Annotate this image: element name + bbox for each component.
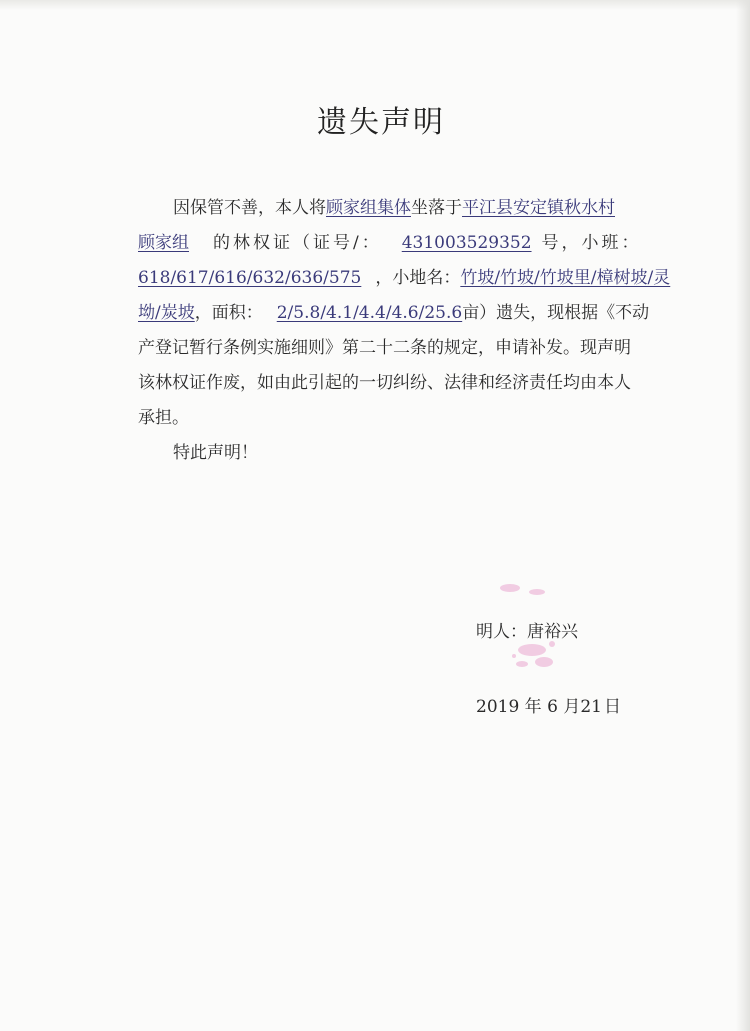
body-line-1 bbox=[138, 191, 638, 226]
owner-field: 顾家组集体 bbox=[326, 198, 411, 218]
statement-body bbox=[138, 191, 671, 471]
date-year: 2019 bbox=[476, 697, 520, 717]
body-text-segment: 坐落于 bbox=[411, 198, 462, 218]
date-year-unit: 年 bbox=[524, 697, 542, 717]
declarant-line bbox=[476, 617, 578, 642]
body-text-segment: 因保管不善，本人将 bbox=[173, 198, 326, 218]
body-line-7: 承担。 bbox=[138, 408, 189, 428]
body-line-5: 产登记暂行条例实施细则》第二十二条的规定，申请补发。现声明 bbox=[138, 338, 631, 358]
body-text-segment: 亩）遗失，现根据《不动 bbox=[462, 303, 650, 323]
area-field: 2/5.8/4.1/4.4/4.6/25.6 bbox=[276, 303, 463, 323]
body-text-segment: 的林权证（证号/： bbox=[213, 233, 382, 253]
date-month: 6 bbox=[547, 697, 558, 717]
body-text-segment: 号，小班： bbox=[541, 233, 642, 253]
plot-number-field: 618/617/616/632/636/575 bbox=[138, 268, 362, 288]
body-line-4 bbox=[138, 296, 650, 331]
body-line-2 bbox=[138, 226, 642, 261]
document-title: 遗失声明 bbox=[317, 105, 445, 140]
date-day: 21 bbox=[580, 697, 602, 717]
scan-edge-top bbox=[0, 0, 750, 10]
body-line-6: 该林权证作废，如由此引起的一切纠纷、法律和经济责任均由本人 bbox=[138, 373, 631, 393]
location-field: 平江县安定镇秋水村 bbox=[462, 198, 615, 218]
date-month-unit: 月 bbox=[563, 697, 581, 717]
body-text-segment: ，面积： bbox=[194, 303, 263, 323]
scan-edge-right bbox=[736, 0, 750, 1031]
body-text-segment: ，小地名： bbox=[375, 268, 461, 288]
declarant-name: 唐裕兴 bbox=[527, 622, 578, 642]
place-name-field: 竹坡/竹坡/竹坡里/樟树坡/灵 bbox=[460, 268, 671, 288]
date-day-unit: 日 bbox=[603, 697, 621, 717]
place-name-field-cont: 坳/炭坡 bbox=[138, 303, 195, 323]
closing-line: 特此声明！ bbox=[173, 443, 258, 463]
cert-number-field: 431003529352 bbox=[401, 233, 532, 253]
body-line-3 bbox=[138, 261, 671, 296]
location-field-cont: 顾家组 bbox=[138, 233, 189, 253]
statement-date bbox=[476, 692, 621, 717]
declarant-label: 明人： bbox=[476, 622, 527, 642]
